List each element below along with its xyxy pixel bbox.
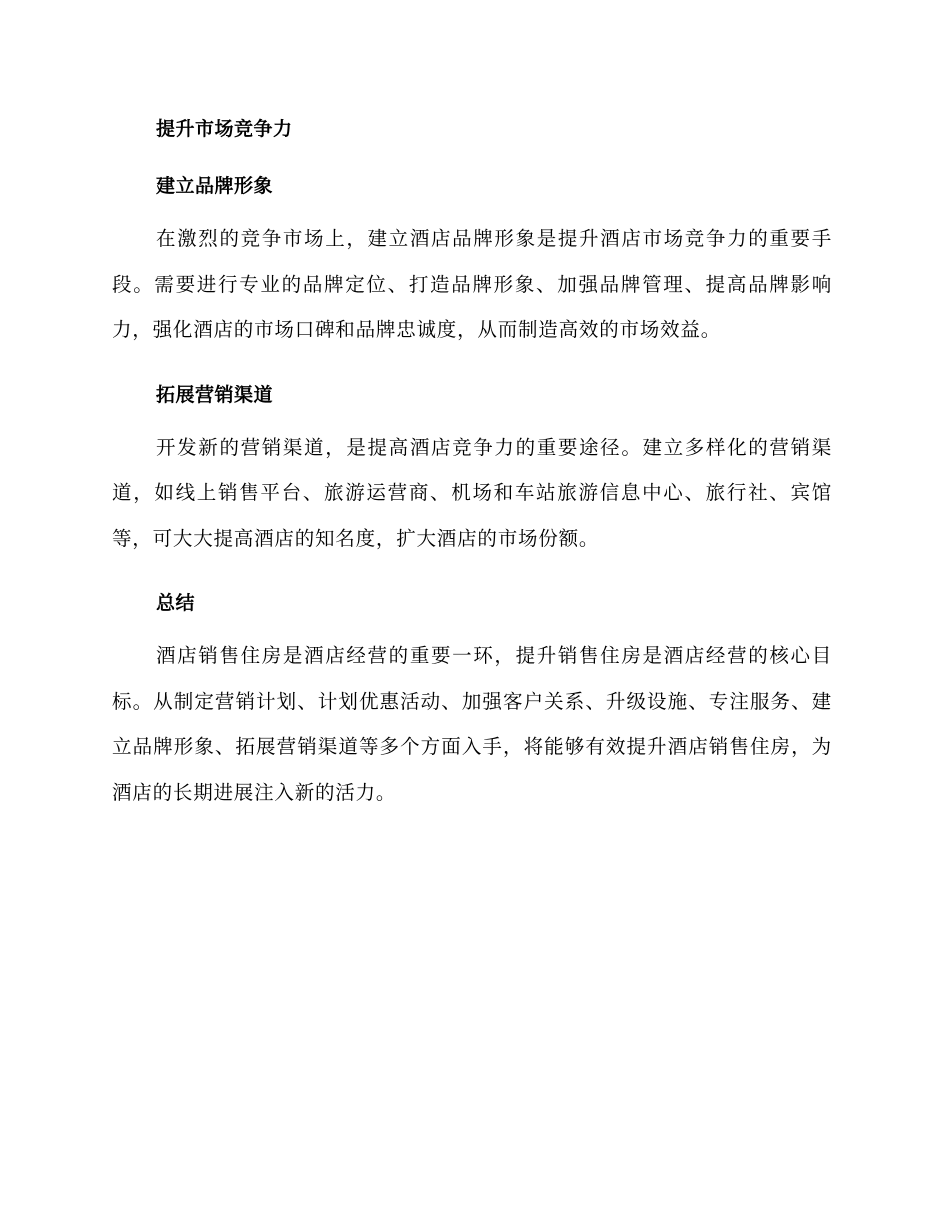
document-page [112,100,832,815]
subsection-heading-channels: 拓展营销渠道 [156,383,274,406]
subsection-heading-summary: 总结 [156,592,196,614]
section-title: 提升市场竞争力 [156,118,293,140]
paragraph-summary: 酒店销售住房是酒店经营的重要一环，提升销售住房是酒店经营的核心目标。从制定营销计划、计划优惠活动、加强客户关系、升级设施、专注服务、建立品牌形象、拓展营销渠道等多个方面入手，将能够有效提升酒店销售住房，为酒店的长期进展注入新的活力。 [112,644,832,804]
paragraph-channels: 开发新的营销渠道，是提高酒店竞争力的重要途径。建立多样化的营销渠道，如线上销售平台、旅游运营商、机场和车站旅游信息中心、旅行社、宾馆等，可大大提高酒店的知名度，扩大酒店的市场份额。 [112,435,832,550]
subsection-heading-brand: 建立品牌形象 [156,175,274,197]
paragraph-brand: 在激烈的竞争市场上，建立酒店品牌形象是提升酒店市场竞争力的重要手段。需要进行专业的品牌定位、打造品牌形象、加强品牌管理、提高品牌影响力，强化酒店的市场口碑和品牌忠诚度，从而制造高效的市场效益。 [112,227,832,341]
